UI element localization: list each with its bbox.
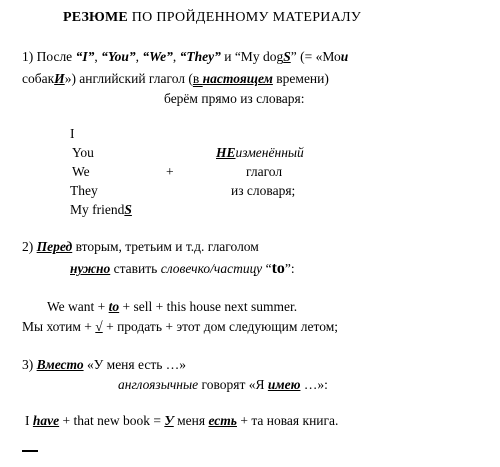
second-third-verb-text: вторым, третьим и т.д. глаголом bbox=[72, 239, 259, 254]
i-have-ru-quote: «У меня есть …» bbox=[83, 357, 186, 372]
pronoun-we: We bbox=[72, 164, 90, 179]
s2-line2 bbox=[70, 261, 295, 277]
unchanged-label bbox=[216, 146, 304, 160]
comma: , bbox=[94, 49, 102, 64]
ex-mid: + that new book = bbox=[59, 413, 165, 428]
from-dict-label: из словаря; bbox=[231, 183, 296, 198]
pronoun-i: I bbox=[70, 126, 75, 141]
friend-plural-s: S bbox=[124, 202, 132, 217]
ex-u: У bbox=[164, 413, 174, 428]
translation-open: ” (= «Мо bbox=[290, 49, 341, 64]
quote-end: …»: bbox=[300, 377, 328, 392]
dog-plural-s: S bbox=[283, 49, 291, 64]
anglo-speakers: англоязычные bbox=[118, 377, 199, 392]
before-word: Перед bbox=[36, 239, 73, 254]
ex-menya: меня bbox=[173, 413, 209, 428]
ex-i: I bbox=[25, 413, 33, 428]
english-verb-text: ») английский глагол ( bbox=[64, 71, 193, 86]
comma: , bbox=[135, 49, 143, 64]
en-we-want: We want + bbox=[47, 299, 109, 314]
s2-number: 2) bbox=[22, 239, 37, 254]
v-prep: в bbox=[192, 71, 203, 86]
sobak-text: собак bbox=[22, 71, 55, 86]
ne-prefix: НЕ bbox=[216, 145, 236, 160]
ru-rest: + продать + этот дом следующим летом; bbox=[102, 319, 339, 334]
s1-line1 bbox=[22, 50, 348, 64]
title-bold: РЕЗЮМЕ bbox=[63, 10, 128, 25]
my-dog-text: и “My dog bbox=[220, 49, 284, 64]
s3-line2 bbox=[118, 378, 328, 392]
need-word: нужно bbox=[70, 261, 111, 276]
pronoun-they-quote: “They” bbox=[179, 49, 221, 64]
say-text: говорят «Я bbox=[198, 377, 268, 392]
pronoun-i-quote: “I” bbox=[75, 49, 95, 64]
s2-line1 bbox=[22, 240, 259, 254]
check-mark-icon: √ bbox=[95, 319, 103, 334]
ex-have: have bbox=[32, 413, 60, 428]
title-rest: ПО ПРОЙДЕННОМУ МАТЕРИАЛУ bbox=[127, 10, 362, 25]
instead-word: Вместо bbox=[36, 357, 84, 372]
ex-end: + та новая книга. bbox=[236, 413, 339, 428]
s1-line2 bbox=[22, 72, 329, 86]
english-example bbox=[47, 300, 297, 314]
russian-example bbox=[22, 320, 338, 334]
plural-ending-cap-i: И bbox=[54, 71, 65, 86]
s3-line1 bbox=[22, 358, 186, 372]
my-friend-text: My friend bbox=[70, 202, 125, 217]
ex-est: есть bbox=[208, 413, 237, 428]
put-word: ставить bbox=[110, 261, 161, 276]
pronoun-my-friends bbox=[70, 203, 132, 217]
have-example bbox=[25, 414, 338, 428]
ru-we-want: Мы хотим + bbox=[22, 319, 96, 334]
s3-number: 3) bbox=[22, 357, 37, 372]
pronoun-you-quote: “You” bbox=[101, 49, 136, 64]
particle-word: словечко/частицу bbox=[160, 261, 263, 276]
tense-close: времени) bbox=[272, 71, 329, 86]
en-to: to bbox=[108, 299, 120, 314]
pronoun-you: You bbox=[72, 145, 94, 160]
page-title bbox=[63, 11, 361, 25]
verb-label: глагол bbox=[246, 164, 283, 179]
have-ru-word: имею bbox=[267, 377, 301, 392]
pronoun-they: They bbox=[70, 183, 98, 198]
en-rest: + sell + this house next summer. bbox=[119, 299, 298, 314]
unchanged-word: изменённый bbox=[235, 145, 304, 160]
comma: , bbox=[172, 49, 180, 64]
s1-after: 1) После bbox=[22, 49, 76, 64]
s1-line3: берём прямо из словаря: bbox=[164, 91, 305, 106]
to-quote-close: ”: bbox=[284, 261, 295, 276]
plus-sign: + bbox=[166, 164, 174, 179]
pronoun-we-quote: “We” bbox=[142, 49, 173, 64]
to-particle: to bbox=[271, 260, 285, 277]
plural-ending-i: и bbox=[340, 49, 349, 64]
bottom-dash bbox=[22, 450, 38, 452]
to-quote-open: “ bbox=[262, 261, 272, 276]
present-tense-word: настоящем bbox=[202, 71, 273, 86]
